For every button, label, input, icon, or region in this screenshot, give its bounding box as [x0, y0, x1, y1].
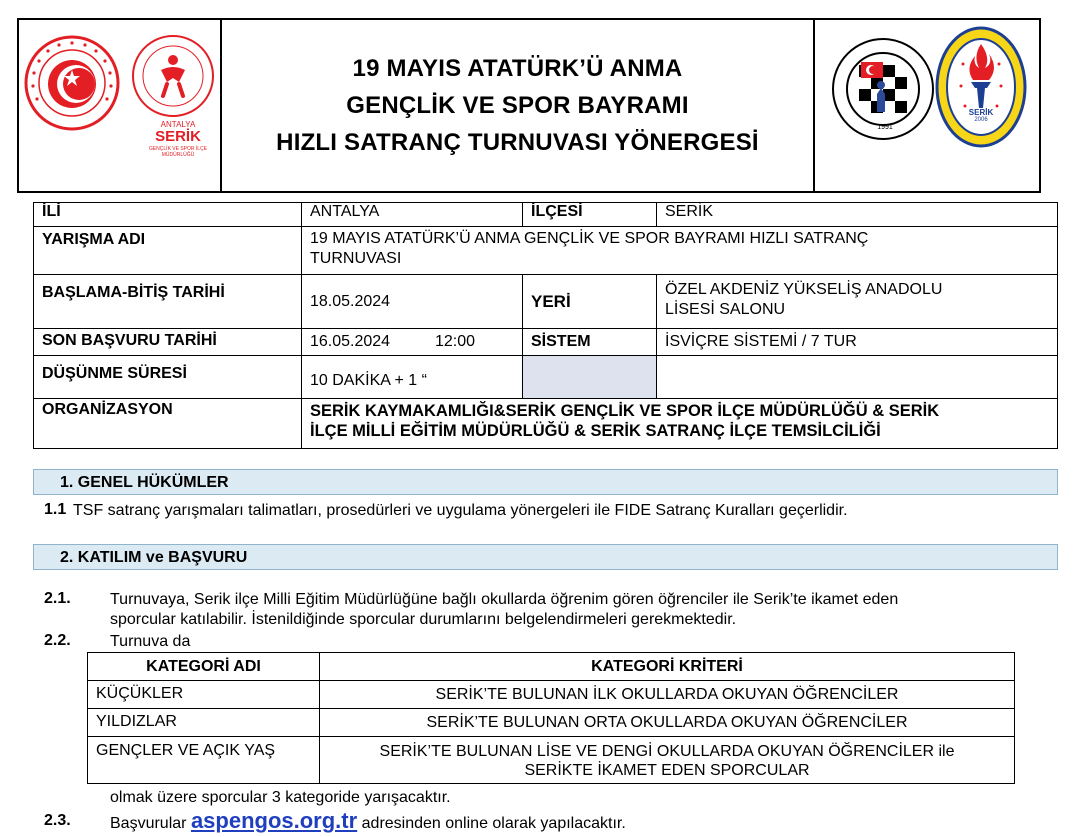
header-title-cell — [222, 20, 815, 191]
ilcesi-label: İLÇESİ — [523, 203, 657, 227]
document-header — [17, 18, 1041, 193]
category-table — [87, 652, 1015, 784]
category-criteria-header: KATEGORİ KRİTERİ — [320, 653, 1015, 681]
para-2-3-text — [110, 808, 626, 837]
ilcesi-value: SERİK — [657, 203, 1058, 227]
basvuru-time: 12:00 — [434, 333, 476, 350]
yarisma-value-line-2: TURNUVASI — [310, 250, 402, 267]
ili-label: İLİ — [34, 203, 302, 227]
category-criteria: SERİK’TE BULUNAN İLK OKULLARDA OKUYAN ÖĞRENCİLER — [320, 681, 1015, 709]
org-value-line-2: İLÇE MİLLİ EĞİTİM MÜDÜRLÜĞÜ & SERİK SATRANÇ İLÇE TEMSİLCİLİĞİ — [310, 422, 881, 440]
genclik-spor-logo-icon — [131, 34, 215, 118]
yeri-label: YERİ — [523, 275, 657, 329]
category-row — [88, 737, 1015, 784]
para-2-1-line-2: sporcular katılabilir. İstenildiğinde sporcular durumlarını belgelendirmeleri gerekmektedir. — [110, 611, 737, 628]
yarisma-value — [302, 227, 1058, 275]
category-name: GENÇLER VE AÇIK YAŞ — [88, 737, 320, 784]
kaymakamlik-seal-icon — [23, 34, 121, 132]
para-2-2-text: Turnuva da — [110, 633, 191, 650]
yeri-value-line-2: LİSESİ SALONU — [665, 301, 786, 318]
tarih-value: 18.05.2024 — [302, 275, 523, 329]
sistem-value: İSVİÇRE SİSTEMİ / 7 TUR — [657, 329, 1058, 356]
basvuru-value — [302, 329, 523, 356]
akdeniz-district-text: SERİK — [968, 108, 994, 117]
header-right-logos — [815, 20, 1039, 191]
header-left-logos — [19, 20, 222, 191]
para-2-2-number: 2.2. — [44, 632, 71, 649]
logo-district-text: SERİK — [155, 128, 201, 145]
tarih-label: BAŞLAMA-BİTİŞ TARİHİ — [34, 275, 302, 329]
para-2-1-text — [110, 590, 1060, 630]
para-2-3-number: 2.3. — [44, 812, 71, 829]
para-1-1-text: TSF satranç yarışmaları talimatları, prosedürleri ve uygulama yönergeleri ile FIDE Satranç Kuralları geçerlidir. — [73, 502, 848, 519]
info-row-organizasyon — [34, 399, 1058, 449]
info-row-sure — [34, 356, 1058, 399]
tournament-info-table — [33, 202, 1058, 449]
category-row — [88, 681, 1015, 709]
title-line-2: GENÇLİK VE SPOR BAYRAMI — [346, 92, 689, 119]
category-header-row — [88, 653, 1015, 681]
tsf-year-text: 1991 — [877, 124, 893, 131]
category-criteria — [320, 737, 1015, 784]
sure-empty-cell — [657, 356, 1058, 399]
category-criteria-line-1: SERİK’TE BULUNAN LİSE VE DENGİ OKULLARDA OKUYAN ÖĞRENCİLER ile — [379, 742, 955, 760]
section-katilim-basvuru-title: 2. KATILIM ve BAŞVURU — [33, 544, 1058, 570]
akdeniz-yukselis-logo-icon — [933, 24, 1029, 150]
info-row-yarisma — [34, 227, 1058, 275]
category-row — [88, 709, 1015, 737]
yarisma-label: YARIŞMA ADI — [34, 227, 302, 275]
akdeniz-year-text: 2006 — [974, 117, 988, 123]
info-row-ili — [34, 203, 1058, 227]
category-name: YILDIZLAR — [88, 709, 320, 737]
info-row-basvuru — [34, 329, 1058, 356]
info-row-tarih — [34, 275, 1058, 329]
para-2-3-after: adresinden online olarak yapılacaktır. — [361, 815, 626, 832]
title-line-1: 19 MAYIS ATATÜRK’Ü ANMA — [352, 55, 683, 82]
aspengos-link[interactable]: aspengos.org.tr — [190, 808, 358, 833]
category-name-header: KATEGORİ ADI — [88, 653, 320, 681]
para-1-1-number: 1.1 — [44, 501, 67, 518]
category-criteria-line-2: SERİKTE İKAMET EDEN SPORCULAR — [524, 761, 810, 779]
sure-value: 10 DAKİKA + 1 “ — [302, 356, 523, 399]
sure-empty-shaded-cell — [523, 356, 657, 399]
basvuru-label: SON BAŞVURU TARİHİ — [34, 329, 302, 356]
sure-label: DÜŞÜNME SÜRESİ — [34, 356, 302, 399]
basvuru-date: 16.05.2024 — [310, 333, 391, 350]
logo-subtitle-text: GENÇLİK VE SPOR İLÇE MÜDÜRLÜĞÜ — [148, 146, 208, 158]
para-2-3-before: Başvurular — [110, 815, 187, 832]
org-value — [302, 399, 1058, 449]
ili-value: ANTALYA — [302, 203, 523, 227]
para-2-2-continuation: olmak üzere sporcular 3 kategoride yarışacaktır. — [110, 789, 451, 806]
yeri-value — [657, 275, 1058, 329]
section-genel-hukumler-title: 1. GENEL HÜKÜMLER — [33, 469, 1058, 495]
org-value-line-1: SERİK KAYMAKAMLIĞI&SERİK GENÇLİK VE SPOR İLÇE MÜDÜRLÜĞÜ & SERİK — [310, 402, 940, 420]
yeri-value-line-1: ÖZEL AKDENİZ YÜKSELİŞ ANADOLU — [665, 281, 943, 298]
category-name: KÜÇÜKLER — [88, 681, 320, 709]
para-2-1-number: 2.1. — [44, 590, 71, 607]
sistem-label: SİSTEM — [523, 329, 657, 356]
org-label: ORGANİZASYON — [34, 399, 302, 449]
yarisma-value-line-1: 19 MAYIS ATATÜRK’Ü ANMA GENÇLİK VE SPOR BAYRAMI HIZLI SATRANÇ — [310, 230, 869, 247]
logo-city-text: ANTALYA — [160, 120, 196, 129]
title-line-3: HIZLI SATRANÇ TURNUVASI YÖNERGESİ — [276, 129, 759, 156]
category-criteria: SERİK’TE BULUNAN ORTA OKULLARDA OKUYAN ÖĞRENCİLER — [320, 709, 1015, 737]
para-2-1-line-1: Turnuvaya, Serik ilçe Milli Eğitim Müdürlüğüne bağlı okullarda öğrenim gören öğrenciler ile Serik’te ikamet eden — [110, 591, 899, 608]
